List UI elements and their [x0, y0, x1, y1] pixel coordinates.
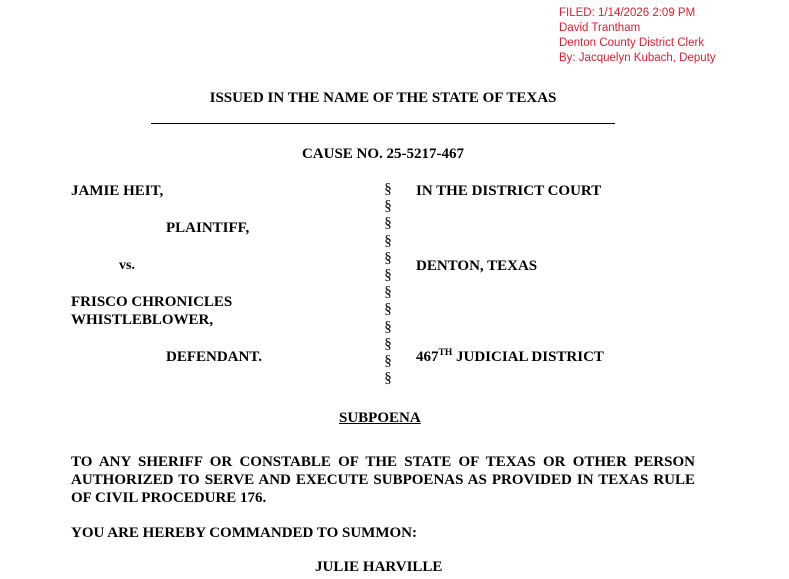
district-suffix: JUDICIAL DISTRICT — [452, 349, 604, 365]
section-symbol: § — [384, 353, 392, 370]
section-symbol: § — [384, 249, 392, 266]
defendant-name-line1: FRISCO CHRONICLES — [71, 294, 233, 310]
section-symbol: § — [384, 284, 392, 301]
filing-stamp-office: Denton County District Clerk — [559, 37, 705, 49]
section-symbol: § — [384, 318, 392, 335]
section-symbol: § — [384, 232, 392, 249]
heading-divider — [151, 123, 615, 124]
section-symbol: § — [384, 267, 392, 284]
section-symbol: § — [384, 370, 392, 387]
plaintiff-name: JAMIE HEIT, — [71, 183, 164, 199]
command-paragraph: TO ANY SHERIFF OR CONSTABLE OF THE STATE OF TEXAS OR OTHER PERSON AUTHORIZED TO SERVE AND EXECUTE SUBPOENAS AS PROVIDED IN TEXAS RULE OF CIVIL PROCEDURE 176. — [71, 454, 695, 506]
filing-stamp — [559, 6, 716, 66]
summon-line: YOU ARE HEREBY COMMANDED TO SUMMON: — [71, 525, 417, 541]
judicial-district — [416, 349, 604, 366]
filing-stamp-deputy: By: Jacquelyn Kubach, Deputy — [559, 52, 716, 64]
county-name: DENTON, TEXAS — [416, 258, 538, 274]
witness-name: JULIE HARVILLE — [315, 559, 443, 575]
cause-number: CAUSE NO. 25-5217-467 — [301, 146, 465, 162]
district-ordinal: TH — [438, 348, 453, 358]
section-symbol: § — [384, 335, 392, 352]
section-symbol: § — [384, 198, 392, 215]
defendant-label: DEFENDANT. — [166, 349, 262, 365]
defendant-name-line2: WHISTLEBLOWER, — [71, 312, 214, 328]
district-number: 467 — [416, 349, 439, 365]
filing-stamp-clerk-name: David Trantham — [559, 22, 641, 34]
plaintiff-label: PLAINTIFF, — [166, 220, 250, 236]
subpoena-title: SUBPOENA — [339, 410, 421, 426]
section-symbol: § — [384, 301, 392, 318]
versus-label: vs. — [119, 258, 135, 273]
section-symbol: § — [384, 215, 392, 232]
court-name: IN THE DISTRICT COURT — [416, 183, 602, 199]
section-symbol-column — [381, 181, 395, 387]
section-symbol: § — [384, 181, 392, 197]
filing-stamp-filed: FILED: 1/14/2026 2:09 PM — [559, 7, 696, 19]
issued-heading: ISSUED IN THE NAME OF THE STATE OF TEXAS — [209, 90, 557, 106]
